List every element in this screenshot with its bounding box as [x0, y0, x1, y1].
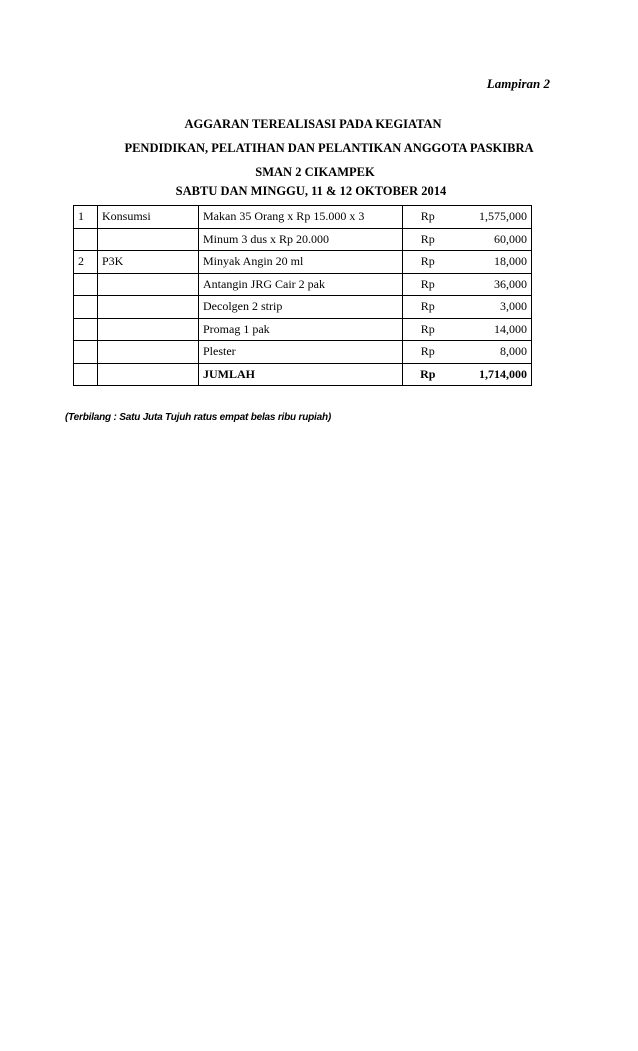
row-amount: 14,000 — [453, 318, 532, 341]
row-amount: 18,000 — [453, 251, 532, 274]
document-title-line-2: PENDIDIKAN, PELATIHAN DAN PELANTIKAN ANGGOTA PASKIBRA — [124, 141, 534, 155]
table-row — [74, 251, 532, 274]
document-title-line-4: SABTU DAN MINGGU, 11 & 12 OKTOBER 2014 — [175, 184, 447, 198]
table-row — [74, 206, 532, 229]
row-number — [74, 228, 98, 251]
row-item: Minyak Angin 20 ml — [199, 251, 403, 274]
row-category — [98, 228, 199, 251]
row-number: 1 — [74, 206, 98, 229]
row-number: 2 — [74, 251, 98, 274]
budget-table — [73, 205, 532, 386]
total-category-cell — [98, 363, 199, 386]
row-currency: Rp — [403, 251, 453, 274]
row-amount: 60,000 — [453, 228, 532, 251]
table-row — [74, 273, 532, 296]
row-number — [74, 318, 98, 341]
row-item: Minum 3 dus x Rp 20.000 — [199, 228, 403, 251]
row-category — [98, 318, 199, 341]
row-currency: Rp — [403, 228, 453, 251]
row-item: Promag 1 pak — [199, 318, 403, 341]
row-category — [98, 341, 199, 364]
total-row — [74, 363, 532, 386]
row-item: Plester — [199, 341, 403, 364]
total-amount: 1,714,000 — [453, 363, 532, 386]
table-row — [74, 228, 532, 251]
row-item: Makan 35 Orang x Rp 15.000 x 3 — [199, 206, 403, 229]
row-amount: 1,575,000 — [453, 206, 532, 229]
row-amount: 36,000 — [453, 273, 532, 296]
row-number — [74, 296, 98, 319]
amount-in-words: (Terbilang : Satu Juta Tujuh ratus empat belas ribu rupiah) — [65, 412, 332, 423]
document-title-line-3: SMAN 2 CIKAMPEK — [255, 165, 375, 179]
row-currency: Rp — [403, 341, 453, 364]
total-label: JUMLAH — [199, 363, 403, 386]
row-item: Antangin JRG Cair 2 pak — [199, 273, 403, 296]
row-number — [74, 273, 98, 296]
row-item: Decolgen 2 strip — [199, 296, 403, 319]
row-category — [98, 296, 199, 319]
row-currency: Rp — [403, 273, 453, 296]
row-category — [98, 273, 199, 296]
table-row — [74, 296, 532, 319]
table-row — [74, 318, 532, 341]
appendix-label: Lampiran 2 — [486, 76, 550, 91]
row-amount: 3,000 — [453, 296, 532, 319]
row-currency: Rp — [403, 296, 453, 319]
row-currency: Rp — [403, 318, 453, 341]
total-currency: Rp — [403, 363, 453, 386]
total-number-cell — [74, 363, 98, 386]
row-currency: Rp — [403, 206, 453, 229]
row-number — [74, 341, 98, 364]
document-title-line-1: AGGARAN TEREALISASI PADA KEGIATAN — [184, 117, 442, 131]
row-category: P3K — [98, 251, 199, 274]
table-row — [74, 341, 532, 364]
row-category: Konsumsi — [98, 206, 199, 229]
row-amount: 8,000 — [453, 341, 532, 364]
